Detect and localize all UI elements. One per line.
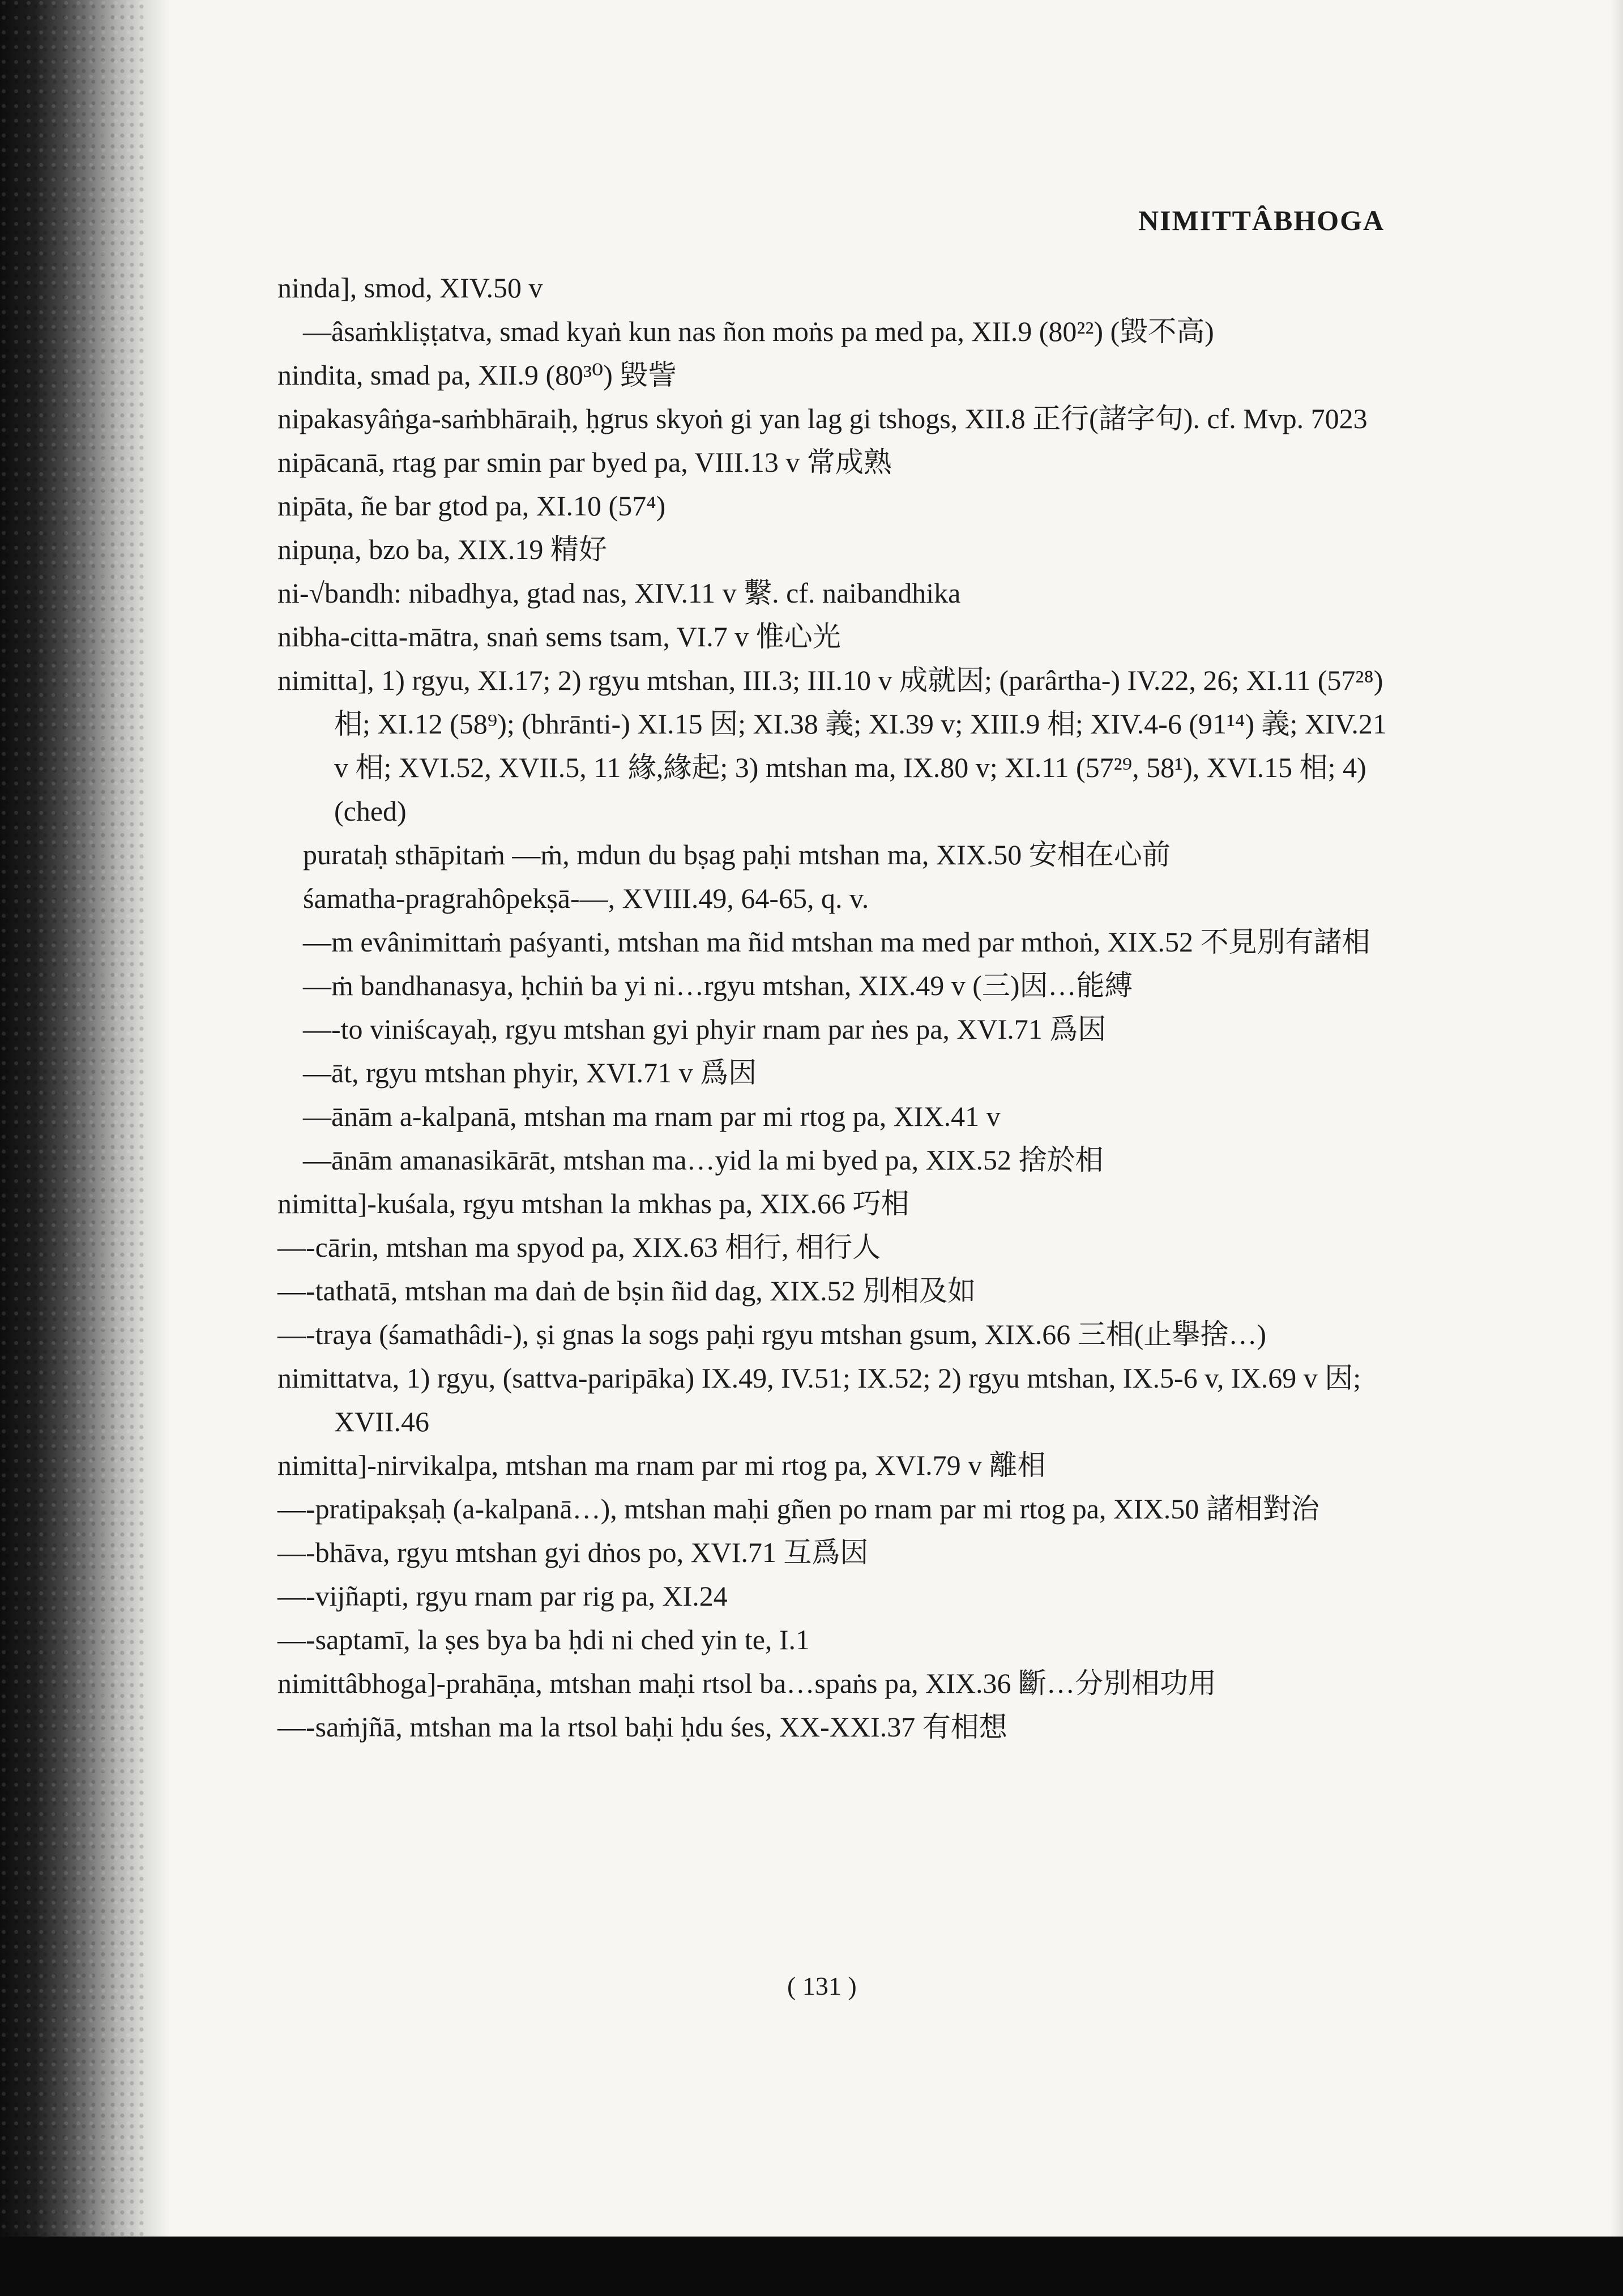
page-number: ( 131 ) xyxy=(787,1971,857,2000)
scan-bottom-border xyxy=(0,2237,1623,2296)
entry: —-bhāva, rgyu mtshan gyi dṅos po, XVI.71 互爲因 xyxy=(277,1537,869,1568)
entry: nimitta]-kuśala, rgyu mtshan la mkhas pa, XIX.66 巧相 xyxy=(277,1188,909,1219)
entry: nimittatva, 1) rgyu, (sattva-paripāka) IX.49, IV.51; IX.52; 2) rgyu mtshan, IX.5-6 v, IX.69 v 因; XVII.46 xyxy=(277,1362,1361,1437)
entry: nipuṇa, bzo ba, XIX.19 精好 xyxy=(277,534,607,565)
entry: —-tathatā, mtshan ma daṅ de bṣin ñid dag, XIX.52 別相及如 xyxy=(277,1275,976,1307)
entry: —-pratipakṣaḥ (a-kalpanā…), mtshan maḥi gñen po rnam par mi rtog pa, XIX.50 諸相對治 xyxy=(277,1493,1319,1525)
entry: ninda], smod, XIV.50 v xyxy=(277,272,543,304)
entry: nimittâbhoga]-prahāṇa, mtshan maḥi rtsol ba…spaṅs pa, XIX.36 斷…分別相功用 xyxy=(277,1667,1217,1699)
scan-noise xyxy=(0,0,147,2296)
entry: —-saṁjñā, mtshan ma la rtsol baḥi ḥdu śes, XX-XXI.37 有相想 xyxy=(277,1711,1007,1743)
entry: nipācanā, rtag par smin par byed pa, VIII.13 v 常成熟 xyxy=(277,446,892,478)
entry: —âsaṁkliṣṭatva, smad kyaṅ kun nas ñon moṅs pa med pa, XII.9 (80²²) (毀不高) xyxy=(303,315,1214,347)
entry: —-saptamī, la ṣes bya ba ḥdi ni ched yin te, I.1 xyxy=(277,1624,810,1655)
entry: —m evânimittaṁ paśyanti, mtshan ma ñid mtshan ma med par mthoṅ, XIX.52 不見別有諸相 xyxy=(303,926,1370,958)
entry: —-traya (śamathâdi-), ṣi gnas la sogs paḥi rgyu mtshan gsum, XIX.66 三相(止擧捨…) xyxy=(277,1318,1267,1350)
entry: —āt, rgyu mtshan phyir, XVI.71 v 爲因 xyxy=(303,1057,757,1089)
entry: śamatha-pragrahôpekṣā-—, XVIII.49, 64-65, q. v. xyxy=(303,882,869,914)
entry: —-vijñapti, rgyu rnam par rig pa, XI.24 xyxy=(277,1580,728,1612)
entry: nindita, smad pa, XII.9 (80³⁰) 毀訾 xyxy=(277,359,677,391)
entry: nimitta]-nirvikalpa, mtshan ma rnam par mi rtog pa, XVI.79 v 離相 xyxy=(277,1449,1046,1481)
entry: —-cārin, mtshan ma spyod pa, XIX.63 相行, 相行人 xyxy=(277,1231,881,1263)
entry: nimitta], 1) rgyu, XI.17; 2) rgyu mtshan, III.3; III.10 v 成就因; (parârtha-) IV.22, 26; XI.11 (57²⁸) 相; XI.12 (58⁹); (bhrānti-) XI.15 因; XI.38 義; XI.39 v; XIII.9 相; XIV.4-6 (91¹⁴) 義; XIV.21 v 相; XVI.52, XVII.5, 11 緣,緣起; 3) mtshan ma, IX.80 v; XI.11 (57²⁹, 58¹), XVI.15 相; 4) (ched) xyxy=(277,664,1387,827)
entry: ni-√bandh: nibadhya, gtad nas, XIV.11 v 繫. cf. naibandhika xyxy=(277,577,961,609)
entry: —-to viniścayaḥ, rgyu mtshan gyi phyir rnam par ṅes pa, XVI.71 爲因 xyxy=(303,1013,1107,1045)
dictionary-entries xyxy=(277,266,1404,1749)
entry: —ānām a-kalpanā, mtshan ma rnam par mi rtog pa, XIX.41 v xyxy=(303,1100,1001,1132)
entry: nipakasyâṅga-saṁbhāraiḥ, ḥgrus skyoṅ gi yan lag gi tshogs, XII.8 正行(諸字句). cf. Mvp. 7023 xyxy=(277,403,1368,434)
running-head: NIMITTÂBHOGA xyxy=(1138,204,1385,236)
entry: nipāta, ñe bar gtod pa, XI.10 (57⁴) xyxy=(277,490,666,522)
entry: purataḥ sthāpitaṁ —ṁ, mdun du bṣag paḥi mtshan ma, XIX.50 安相在心前 xyxy=(303,839,1171,870)
entry: nibha-citta-mātra, snaṅ sems tsam, VI.7 v 惟心光 xyxy=(277,621,841,652)
page-edge xyxy=(1611,0,1623,2296)
entry: —ānām amanasikārāt, mtshan ma…yid la mi byed pa, XIX.52 捨於相 xyxy=(303,1144,1104,1176)
entry: —ṁ bandhanasya, ḥchiṅ ba yi ni…rgyu mtshan, XIX.49 v (三)因…能縛 xyxy=(303,970,1133,1001)
